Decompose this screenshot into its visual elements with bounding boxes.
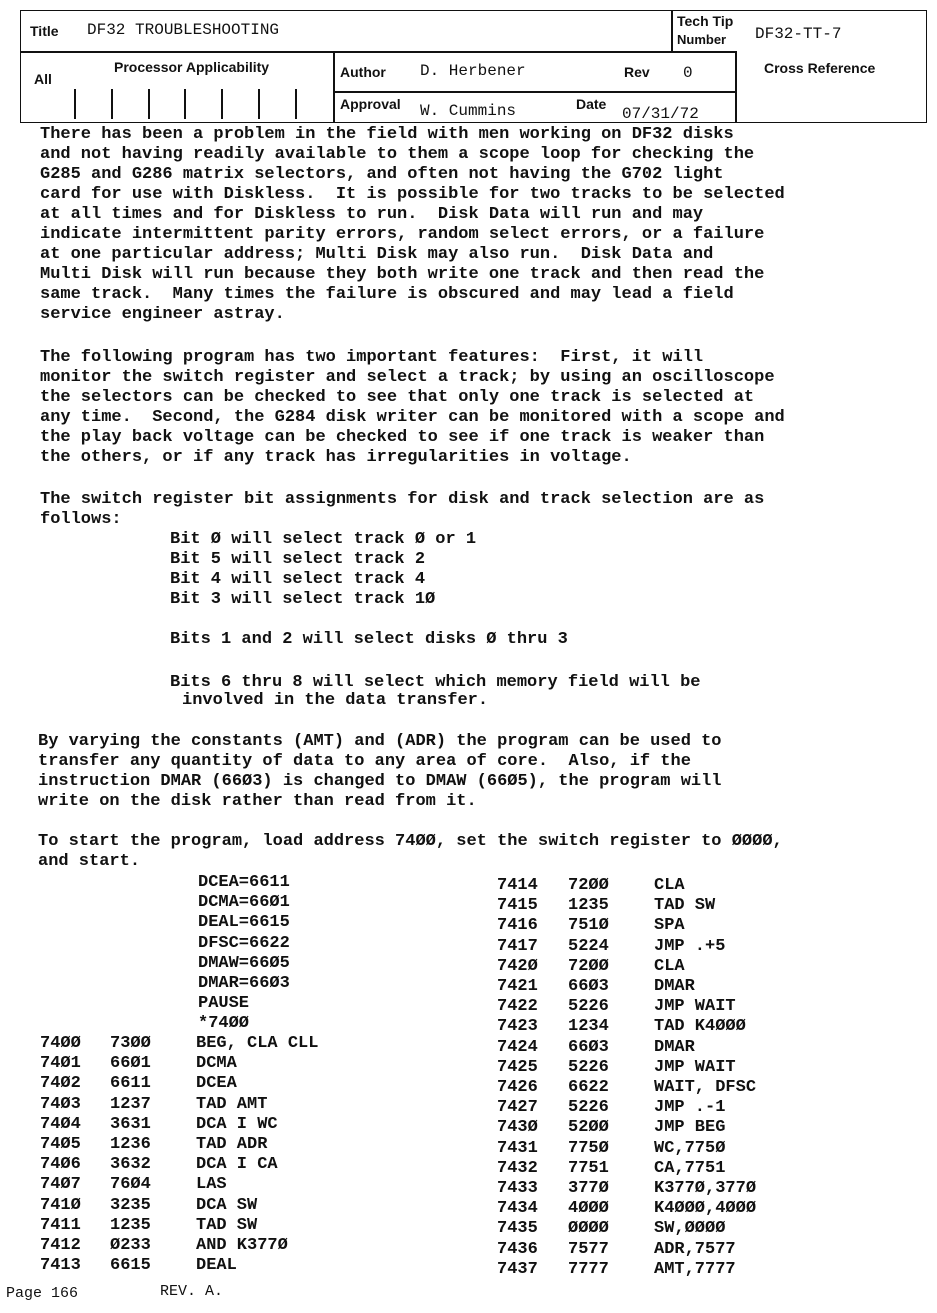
listing-address: 7427 [497,1098,538,1118]
title-label: Title [30,23,59,39]
symbol-definition: DMAW=66Ø5 [198,953,290,973]
paragraph-line: instruction DMAR (66Ø3) is changed to DMAW (66Ø5), the program will [38,772,722,791]
header-form [20,10,927,123]
listing-address: 74ØØ [40,1034,81,1053]
listing-address: 74Ø1 [40,1054,81,1074]
listing-address: 74Ø7 [40,1175,81,1195]
bit-assignment-line: Bit 5 will select track 2 [170,550,426,569]
listing-address: 7412 [40,1236,81,1255]
applicability-tick [74,89,76,119]
listing-octal-value: 1236 [110,1135,151,1154]
symbol-definitions [198,873,290,1035]
listing-instruction: DMAR [654,1037,695,1057]
paragraph-line: any time. Second, the G284 disk writer can be monitored with a scope and [40,408,785,427]
listing-address: 7422 [497,997,538,1017]
listing-instruction: BEG, CLA CLL [196,1034,319,1053]
listing-address: 7432 [497,1158,538,1178]
symbol-definition: DFSC=6622 [198,933,290,953]
bit-assignment-line: Bit Ø will select track Ø or 1 [170,530,477,549]
processor-applicability-label: Processor Applicability [114,59,270,75]
listing-instruction: DCA I WC [196,1114,278,1134]
listing-octal-value: 52ØØ [568,1118,609,1138]
paragraph-line: at all times and for Diskless to run. Disk Data will run and may [40,205,704,224]
listing-instruction: WAIT, DFSC [654,1078,757,1097]
listing-octal-value: 5226 [568,997,609,1017]
date-value: 07/31/72 [622,105,699,123]
listing-instruction: AMT,7777 [654,1259,736,1279]
listing-octal-value: 72ØØ [568,956,609,976]
listing-address: 741Ø [40,1195,81,1215]
listing-octal-value: 72ØØ [568,876,609,895]
paragraph-line: Multi Disk will run because they both write one track and then read the [40,265,765,284]
listing-instruction: JMP BEG [654,1118,726,1138]
listing-instruction: DCMA [196,1054,237,1074]
cross-reference-label: Cross Reference [764,60,876,76]
techtip-number-label: Number [677,32,727,47]
paragraph-line: the selectors can be checked to see that only one track is selected at [40,388,755,407]
symbol-definition: DEAL=6615 [198,913,290,933]
paragraph-line: monitor the switch register and select a track; by using an oscilloscope [40,368,775,387]
author-value: D. Herbener [420,62,526,80]
listing-instruction: TAD SW [196,1215,258,1235]
listing-octal-value: 76Ø4 [110,1175,151,1195]
paragraph-line: at one particular address; Multi Disk may also run. Disk Data and [40,245,714,264]
listing-address: 7415 [497,896,538,916]
listing-instruction: CLA [654,876,685,895]
applicability-tick [184,89,186,119]
listing-address: 74Ø6 [40,1155,81,1175]
listing-address: 7434 [497,1199,538,1219]
applicability-tick [258,89,260,119]
listing-octal-value: 7577 [568,1239,609,1259]
memory-field-bits-cont: involved in the data transfer. [182,691,489,710]
paragraph-line: indicate intermittent parity errors, random select errors, or a failure [40,225,765,244]
symbol-definition: DCEA=6611 [198,873,290,892]
listing-octal-value: 751Ø [568,916,609,936]
applicability-tick [111,89,113,119]
intro-paragraph [40,125,785,325]
listing-address: 7414 [497,876,538,895]
listing-octal-value: 6611 [110,1074,151,1094]
listing-address: 7413 [40,1256,81,1276]
listing-octal-value: 1237 [110,1094,151,1114]
start-instructions [38,832,783,872]
listing-instruction: DMAR [654,977,695,996]
listing-instruction: K4ØØØ,4ØØØ [654,1199,757,1219]
listing-octal-value: 5224 [568,936,609,956]
paragraph-line: transfer any quantity of data to any area of core. Also, if the [38,752,691,771]
listing-instruction: CA,7751 [654,1158,726,1178]
listing-address: 74Ø4 [40,1114,81,1134]
author-label: Author [340,64,386,80]
listing-instruction: TAD SW [654,896,716,916]
listing-instruction: AND K377Ø [196,1236,288,1255]
listing-octal-value: 4ØØØ [568,1199,609,1219]
header-divider [21,51,736,53]
rev-value: 0 [683,64,693,82]
listing-instruction: TAD K4ØØØ [654,1017,746,1037]
listing-address: 7416 [497,916,538,936]
listing-address: 7417 [497,936,538,956]
paragraph-line: write on the disk rather than read from it. [38,792,477,811]
symbol-definition: DCMA=66Ø1 [198,893,290,913]
listing-octal-value: Ø233 [110,1236,151,1255]
listing-instruction: TAD AMT [196,1094,268,1114]
bit-assignment-intro [40,490,764,530]
approval-value: W. Cummins [420,102,517,120]
listing-address: 7411 [40,1215,81,1235]
listing-instruction: LAS [196,1175,227,1195]
listing-address: 7437 [497,1259,538,1279]
listing-instruction: JMP .-1 [654,1098,726,1118]
symbol-definition: *74ØØ [198,1014,250,1034]
listing-address: 743Ø [497,1118,538,1138]
listing-octal-value: 1235 [568,896,609,916]
paragraph-line: By varying the constants (AMT) and (ADR) the program can be used to [38,732,722,751]
paragraph-line: card for use with Diskless. It is possible for two tracks to be selected [40,185,785,204]
applicability-tick [148,89,150,119]
listing-instruction: K377Ø,377Ø [654,1179,757,1198]
listing-address: 7421 [497,977,538,996]
techtip-label: Tech Tip [677,13,734,29]
bit-assignment-list [170,530,476,610]
paragraph-line: To start the program, load address 74ØØ, set the switch register to ØØØØ, [38,832,783,851]
listing-octal-value: ØØØØ [568,1219,609,1239]
listing-octal-value: 6622 [568,1078,609,1097]
techtip-value: DF32-TT-7 [755,25,842,43]
listing-octal-value: 377Ø [568,1179,609,1198]
constants-paragraph [38,732,722,812]
symbol-definition: DMAR=66Ø3 [198,974,290,994]
paragraph-line: service engineer astray. [40,305,285,324]
page-number: Page 166 [6,1285,79,1302]
listing-address: 7424 [497,1037,538,1057]
title-value: DF32 TROUBLESHOOTING [87,21,280,39]
all-label: All [34,71,52,87]
paragraph-line: and start. [38,852,141,871]
listing-octal-value: 66Ø1 [110,1054,151,1074]
listing-instruction: CLA [654,956,685,976]
listing-octal-value: 775Ø [568,1138,609,1158]
listing-octal-value: 6615 [110,1256,151,1276]
paragraph-line: G285 and G286 matrix selectors, and often not having the G702 light [40,165,724,184]
listing-instruction: DCA I CA [196,1155,278,1175]
symbol-definition: PAUSE [198,994,250,1014]
listing-octal-value: 5226 [568,1098,609,1118]
applicability-tick [221,89,223,119]
date-label: Date [576,96,607,112]
paragraph-line: the others, or if any track has irregularities in voltage. [40,448,632,467]
listing-instruction: DCEA [196,1074,237,1094]
paragraph-line: There has been a problem in the field with men working on DF32 disks [40,125,734,144]
revision-label: REV. A. [160,1283,224,1300]
bit-assignment-line: Bit 3 will select track 1Ø [170,590,436,609]
listing-octal-value: 7751 [568,1158,609,1178]
listing-octal-value: 66Ø3 [568,977,609,996]
listing-address: 7426 [497,1078,538,1097]
applicability-tick [295,89,297,119]
listing-address: 74Ø5 [40,1135,81,1154]
paragraph-line: The switch register bit assignments for disk and track selection are as [40,490,765,509]
listing-instruction: ADR,7577 [654,1239,736,1259]
listing-instruction: TAD ADR [196,1135,268,1154]
paragraph-line: follows: [40,510,122,529]
listing-address: 742Ø [497,956,538,976]
features-paragraph [40,348,785,468]
paragraph-line: same track. Many times the failure is obscured and may lead a field [40,285,734,304]
approval-label: Approval [340,96,401,112]
listing-address: 7436 [497,1239,538,1259]
listing-instruction: JMP WAIT [654,997,736,1017]
memory-field-bits: Bits 6 thru 8 will select which memory field will be [170,673,701,692]
listing-octal-value: 5226 [568,1057,609,1077]
listing-address: 7433 [497,1179,538,1198]
header-divider [735,51,737,123]
disk-select-bits: Bits 1 and 2 will select disks Ø thru 3 [170,630,568,649]
listing-instruction: SW,ØØØØ [654,1219,726,1239]
listing-instruction: WC,775Ø [654,1138,726,1158]
listing-instruction: JMP WAIT [654,1057,736,1077]
listing-instruction: SPA [654,916,685,936]
listing-address: 7431 [497,1138,538,1158]
listing-octal-value: 3235 [110,1195,151,1215]
paragraph-line: the play back voltage can be checked to see if one track is weaker than [40,428,765,447]
listing-address: 7435 [497,1219,538,1239]
listing-instruction: DEAL [196,1256,237,1276]
listing-address: 74Ø3 [40,1094,81,1114]
listing-address: 74Ø2 [40,1074,81,1094]
listing-address: 7425 [497,1057,538,1077]
listing-instruction: JMP .+5 [654,936,726,956]
listing-octal-value: 1234 [568,1017,609,1037]
listing-octal-value: 7777 [568,1259,609,1279]
bit-assignment-line: Bit 4 will select track 4 [170,570,426,589]
rev-label: Rev [624,64,650,80]
listing-instruction: DCA SW [196,1195,258,1215]
paragraph-line: The following program has two important features: First, it will [40,348,704,367]
listing-octal-value: 73ØØ [110,1034,151,1053]
listing-octal-value: 1235 [110,1215,151,1235]
header-divider [333,51,335,123]
listing-octal-value: 66Ø3 [568,1037,609,1057]
listing-address: 7423 [497,1017,538,1037]
header-divider [671,11,673,51]
listing-octal-value: 3632 [110,1155,151,1175]
header-divider [333,91,735,93]
listing-octal-value: 3631 [110,1114,151,1134]
paragraph-line: and not having readily available to them a scope loop for checking the [40,145,755,164]
